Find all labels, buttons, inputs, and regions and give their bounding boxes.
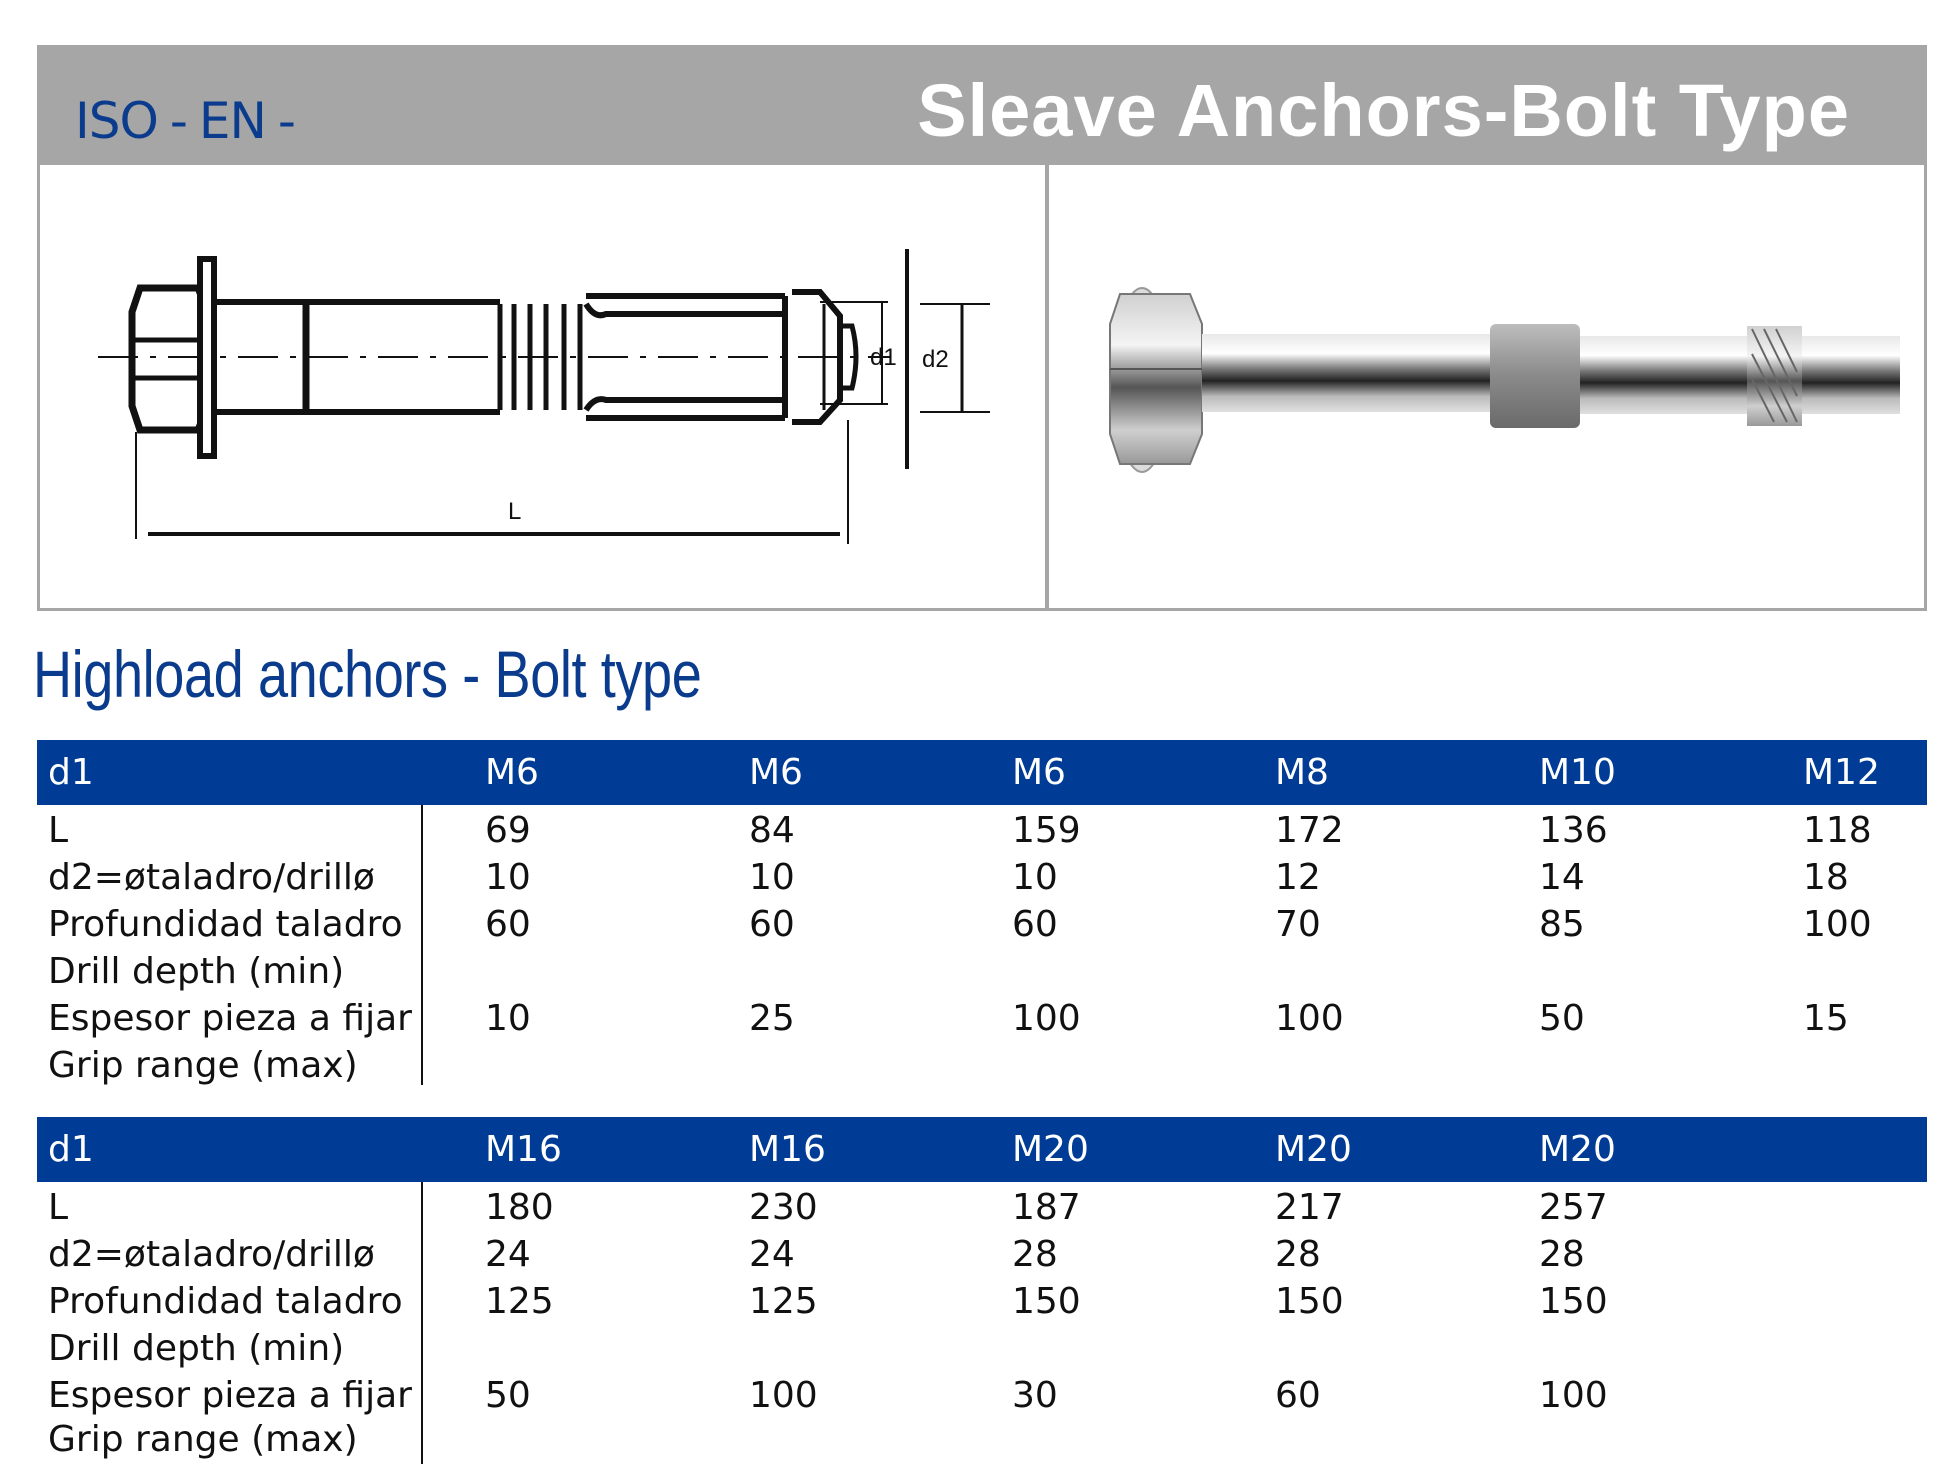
size-cell: M6 — [749, 752, 803, 793]
spec-table-2 — [37, 1117, 1927, 1467]
table-cell: 180 — [485, 1187, 554, 1228]
table-cell: 150 — [1012, 1281, 1081, 1322]
table-cell: 159 — [1012, 810, 1081, 851]
table-cell: 136 — [1539, 810, 1608, 851]
product-photo — [1052, 164, 1924, 608]
table-cell: 60 — [485, 904, 531, 945]
standard-separator: - — [277, 92, 295, 150]
page-title: Sleave Anchors-Bolt Type — [917, 69, 1850, 152]
table-cell: 172 — [1275, 810, 1344, 851]
table-cell: 24 — [749, 1234, 795, 1275]
table-cell: 10 — [1012, 857, 1058, 898]
table-cell: 10 — [485, 998, 531, 1039]
table-header-row — [37, 1117, 1927, 1182]
row-label: L — [48, 1187, 69, 1228]
table-cell: 60 — [1275, 1375, 1321, 1416]
table-cell: 50 — [1539, 998, 1585, 1039]
table-cell: 100 — [749, 1375, 818, 1416]
row-label: Profundidad taladro — [48, 1281, 403, 1322]
table-row — [37, 902, 1927, 948]
table-row — [37, 1417, 1927, 1463]
table-cell: 125 — [485, 1281, 554, 1322]
sleeve-ring — [1490, 324, 1580, 428]
size-cell: M20 — [1275, 1129, 1352, 1170]
size-cell: M6 — [485, 752, 539, 793]
table-row — [37, 949, 1927, 995]
table-cell: 217 — [1275, 1187, 1344, 1228]
row-label: L — [48, 810, 69, 851]
row-label: Espesor pieza a fijar — [48, 1375, 412, 1416]
table-row — [37, 1326, 1927, 1372]
row-label: Grip range (max) — [48, 1419, 358, 1460]
standard-iso: ISO — [75, 92, 158, 150]
table-cell: 100 — [1275, 998, 1344, 1039]
table-cell: 28 — [1012, 1234, 1058, 1275]
table-row — [37, 855, 1927, 901]
row-label: Drill depth (min) — [48, 1328, 345, 1369]
table-cell: 85 — [1539, 904, 1585, 945]
table-cell: 100 — [1012, 998, 1081, 1039]
row-label: d2=øtaladro/drillø — [48, 857, 375, 898]
table-row — [37, 996, 1927, 1042]
size-cell: M20 — [1539, 1129, 1616, 1170]
size-cell: M6 — [1012, 752, 1066, 793]
dimension-label-d2: d2 — [922, 346, 949, 373]
table-cell: 118 — [1803, 810, 1872, 851]
dimension-label-L: L — [508, 498, 522, 525]
table-cell: 28 — [1539, 1234, 1585, 1275]
table-cell: 150 — [1539, 1281, 1608, 1322]
header-label: d1 — [48, 1129, 94, 1170]
size-cell: M16 — [485, 1129, 562, 1170]
standard-label — [75, 92, 307, 150]
size-cell: M10 — [1539, 752, 1616, 793]
table-cell: 100 — [1803, 904, 1872, 945]
table-cell: 50 — [485, 1375, 531, 1416]
row-label: Drill depth (min) — [48, 951, 345, 992]
table-row — [37, 1279, 1927, 1325]
dimension-label-d1: d1 — [870, 344, 897, 371]
table-cell: 28 — [1275, 1234, 1321, 1275]
hex-head-shape — [1110, 294, 1202, 464]
table-cell: 187 — [1012, 1187, 1081, 1228]
table-row — [37, 1232, 1927, 1278]
row-label: Grip range (max) — [48, 1045, 358, 1086]
table-cell: 18 — [1803, 857, 1849, 898]
table-cell: 100 — [1539, 1375, 1608, 1416]
row-label: d2=øtaladro/drillø — [48, 1234, 375, 1275]
size-cell: M16 — [749, 1129, 826, 1170]
panel-divider — [1045, 164, 1049, 611]
technical-drawing — [40, 164, 1043, 608]
sleeve — [1580, 336, 1900, 414]
table-cell: 84 — [749, 810, 795, 851]
table-cell: 69 — [485, 810, 531, 851]
table-cell: 25 — [749, 998, 795, 1039]
row-label: Profundidad taladro — [48, 904, 403, 945]
washer — [200, 259, 214, 456]
table-row — [37, 1043, 1927, 1089]
table-cell: 14 — [1539, 857, 1585, 898]
standard-separator: - — [169, 92, 187, 150]
table-cell: 125 — [749, 1281, 818, 1322]
table-cell: 30 — [1012, 1375, 1058, 1416]
size-cell: M8 — [1275, 752, 1329, 793]
bolt-shank — [1202, 334, 1522, 412]
table-row — [37, 1373, 1927, 1419]
hex-head — [132, 288, 208, 430]
table-cell: 24 — [485, 1234, 531, 1275]
table-cell: 150 — [1275, 1281, 1344, 1322]
table-cell: 60 — [749, 904, 795, 945]
table-cell: 15 — [1803, 998, 1849, 1039]
section-title: Highload anchors - Bolt type — [33, 637, 702, 711]
spec-table-1 — [37, 740, 1927, 1090]
table-header-row — [37, 740, 1927, 805]
table-cell: 230 — [749, 1187, 818, 1228]
table-cell: 60 — [1012, 904, 1058, 945]
header-label: d1 — [48, 752, 94, 793]
table-row — [37, 808, 1927, 854]
size-cell: M12 — [1803, 752, 1880, 793]
table-row — [37, 1185, 1927, 1231]
table-cell: 10 — [749, 857, 795, 898]
standard-en: EN — [198, 92, 266, 150]
size-cell: M20 — [1012, 1129, 1089, 1170]
table-cell: 70 — [1275, 904, 1321, 945]
table-cell: 257 — [1539, 1187, 1608, 1228]
table-cell: 10 — [485, 857, 531, 898]
table-cell: 12 — [1275, 857, 1321, 898]
row-label: Espesor pieza a fijar — [48, 998, 412, 1039]
